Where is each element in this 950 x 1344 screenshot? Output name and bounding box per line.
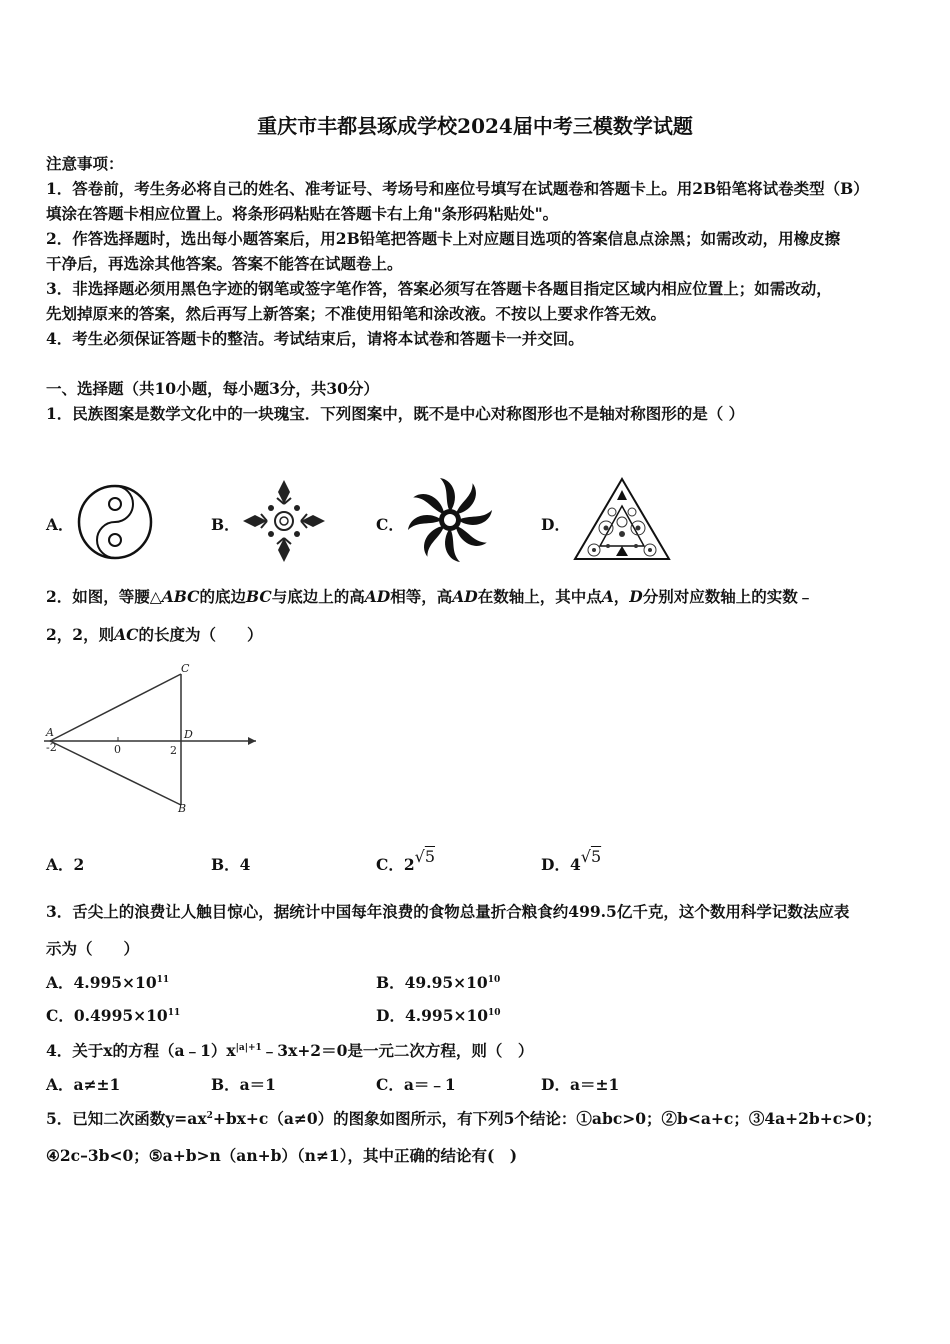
notice-line: 3．非选择题必须用黑色字迹的钢笔或签字笔作答，答案必须写在答题卡各题目指定区域内相应位置上；如需改动， bbox=[46, 279, 832, 298]
notice-line: 先划掉原来的答案，然后再写上新答案；不准使用铅笔和涂改液。不按以上要求作答无效。 bbox=[46, 304, 667, 323]
q3-option-d-text: D．4.995×10 bbox=[376, 1006, 489, 1025]
q2-math: ABC bbox=[161, 587, 200, 606]
q1-option-a-label: A． bbox=[46, 515, 74, 534]
exponent: 10 bbox=[488, 1007, 501, 1018]
q2-option-d-text: D．4 bbox=[541, 855, 581, 874]
question-2-line-2 bbox=[46, 623, 262, 645]
q2-math: D bbox=[629, 587, 643, 606]
q2-text: 与底边上的高 bbox=[271, 587, 365, 606]
q2-text: 在数轴上，其中点 bbox=[477, 587, 602, 606]
q4-option-d: D．a＝±1 bbox=[541, 1075, 620, 1094]
q3-option-a bbox=[46, 971, 169, 993]
q3-option-d bbox=[376, 1004, 501, 1026]
q2-text: 分别对应数轴上的实数﹣ bbox=[642, 587, 814, 606]
q3-option-c bbox=[46, 1004, 180, 1026]
q2-text: 的底边 bbox=[199, 587, 246, 606]
q2-option-a: A．2 bbox=[46, 855, 85, 874]
q2-math: A bbox=[601, 587, 614, 606]
label-a: A bbox=[46, 726, 54, 739]
q2-triangle-figure bbox=[40, 660, 270, 820]
q4-text: ﹣3x+2＝0是一元二次方程，则（ ） bbox=[261, 1041, 534, 1060]
pinwheel-flower-figure bbox=[404, 474, 496, 566]
tick-neg2: -2 bbox=[46, 741, 57, 754]
sqrt-symbol: √5 bbox=[414, 847, 436, 866]
q4-option-a: A．a≠±1 bbox=[46, 1075, 121, 1094]
q3-option-a-text: A．4.995×10 bbox=[46, 973, 157, 992]
q3-option-b bbox=[376, 971, 500, 993]
q1-option-d-label: D． bbox=[541, 515, 570, 534]
tick-two: 2 bbox=[170, 744, 177, 757]
q2-option-b: B．4 bbox=[211, 855, 251, 874]
notice-line: 干净后，再选涂其他答案。答案不能答在试题卷上。 bbox=[46, 254, 403, 273]
label-b: B bbox=[178, 802, 187, 815]
q2-math: AD bbox=[452, 587, 478, 606]
question-4-stem bbox=[46, 1039, 533, 1061]
notice-heading: 注意事项： bbox=[46, 154, 124, 173]
q2-option-c-text: C．2 bbox=[376, 855, 415, 874]
q2-text: 的长度为（ ） bbox=[138, 625, 263, 644]
q5-text: +bx+c（a≠0）的图象如图所示，有下列5个结论：①abc>0；②b<a+c；③4a+2b+c>0； bbox=[212, 1109, 882, 1128]
q5-text: 5．已知二次函数y=ax bbox=[46, 1109, 207, 1128]
q1-option-b-label: B． bbox=[211, 515, 240, 534]
radicand: 5 bbox=[424, 847, 436, 866]
question-3-line-1: 3．舌尖上的浪费让人触目惊心，据统计中国每年浪费的食物总量折合粮食约499.5亿千克，这个数用科学记数法应表 bbox=[46, 902, 850, 921]
q2-math: BC bbox=[246, 587, 272, 606]
q1-option-c-label: C． bbox=[376, 515, 404, 534]
sqrt-symbol: √5 bbox=[580, 847, 602, 866]
section-heading: 一、选择题（共10小题，每小题3分，共30分） bbox=[46, 379, 379, 398]
q2-option-d bbox=[541, 847, 602, 875]
question-2-line-1 bbox=[46, 585, 813, 607]
exponent: 11 bbox=[167, 1007, 181, 1018]
notice-line: 4．考生必须保证答题卡的整洁。考试结束后，请将本试卷和答题卡一并交回。 bbox=[46, 329, 584, 348]
triangle-pattern-figure bbox=[572, 476, 672, 562]
question-3-line-2: 示为（ ） bbox=[46, 939, 140, 958]
q4-text: 4．关于x的方程（a﹣1）x bbox=[46, 1041, 236, 1060]
exponent: 10 bbox=[487, 974, 501, 985]
yin-yang-figure bbox=[76, 483, 154, 561]
q4-option-b: B．a＝1 bbox=[211, 1075, 276, 1094]
q3-option-b-text: B．49.95×10 bbox=[376, 973, 488, 992]
cross-flower-figure bbox=[241, 478, 327, 564]
notice-line: 2．作答选择题时，选出每小题答案后，用2B铅笔把答题卡上对应题目选项的答案信息点涂黑；如需改动，用橡皮擦 bbox=[46, 229, 841, 248]
label-c: C bbox=[181, 662, 190, 675]
q3-option-c-text: C．0.4995×10 bbox=[46, 1006, 168, 1025]
exponent: |a|+1 bbox=[235, 1042, 262, 1053]
page-title: 重庆市丰都县琢成学校2024届中考三模数学试题 bbox=[257, 114, 693, 138]
q2-math: AD bbox=[364, 587, 391, 606]
q2-text: 相等，高 bbox=[390, 587, 453, 606]
question-5-line-1 bbox=[46, 1107, 881, 1129]
question-5-line-2: ④2c–3b<0；⑤a+b>n（an+b）（n≠1），其中正确的结论有( ) bbox=[46, 1146, 518, 1165]
notice-line: 填涂在答题卡相应位置上。将条形码粘贴在答题卡右上角"条形码粘贴处"。 bbox=[46, 204, 559, 223]
label-d: D bbox=[184, 728, 193, 741]
notice-line: 1．答卷前，考生务必将自己的姓名、准考证号、考场号和座位号填写在试题卷和答题卡上。用2B铅笔将试卷类型（B） bbox=[46, 179, 869, 198]
exponent: 2 bbox=[206, 1110, 213, 1121]
radicand: 5 bbox=[590, 847, 602, 866]
exponent: 11 bbox=[156, 974, 170, 985]
q2-option-c bbox=[376, 847, 436, 875]
q4-option-c: C．a＝﹣1 bbox=[376, 1075, 456, 1094]
q2-text: 2，2，则 bbox=[46, 625, 115, 644]
question-1-stem: 1．民族图案是数学文化中的一块瑰宝．下列图案中，既不是中心对称图形也不是轴对称图形的是（ ） bbox=[46, 404, 745, 423]
tick-zero: 0 bbox=[114, 743, 121, 756]
q2-text: ， bbox=[613, 587, 630, 606]
q2-math: AC bbox=[114, 625, 139, 644]
q2-text: 2．如图，等腰△ bbox=[46, 587, 162, 606]
